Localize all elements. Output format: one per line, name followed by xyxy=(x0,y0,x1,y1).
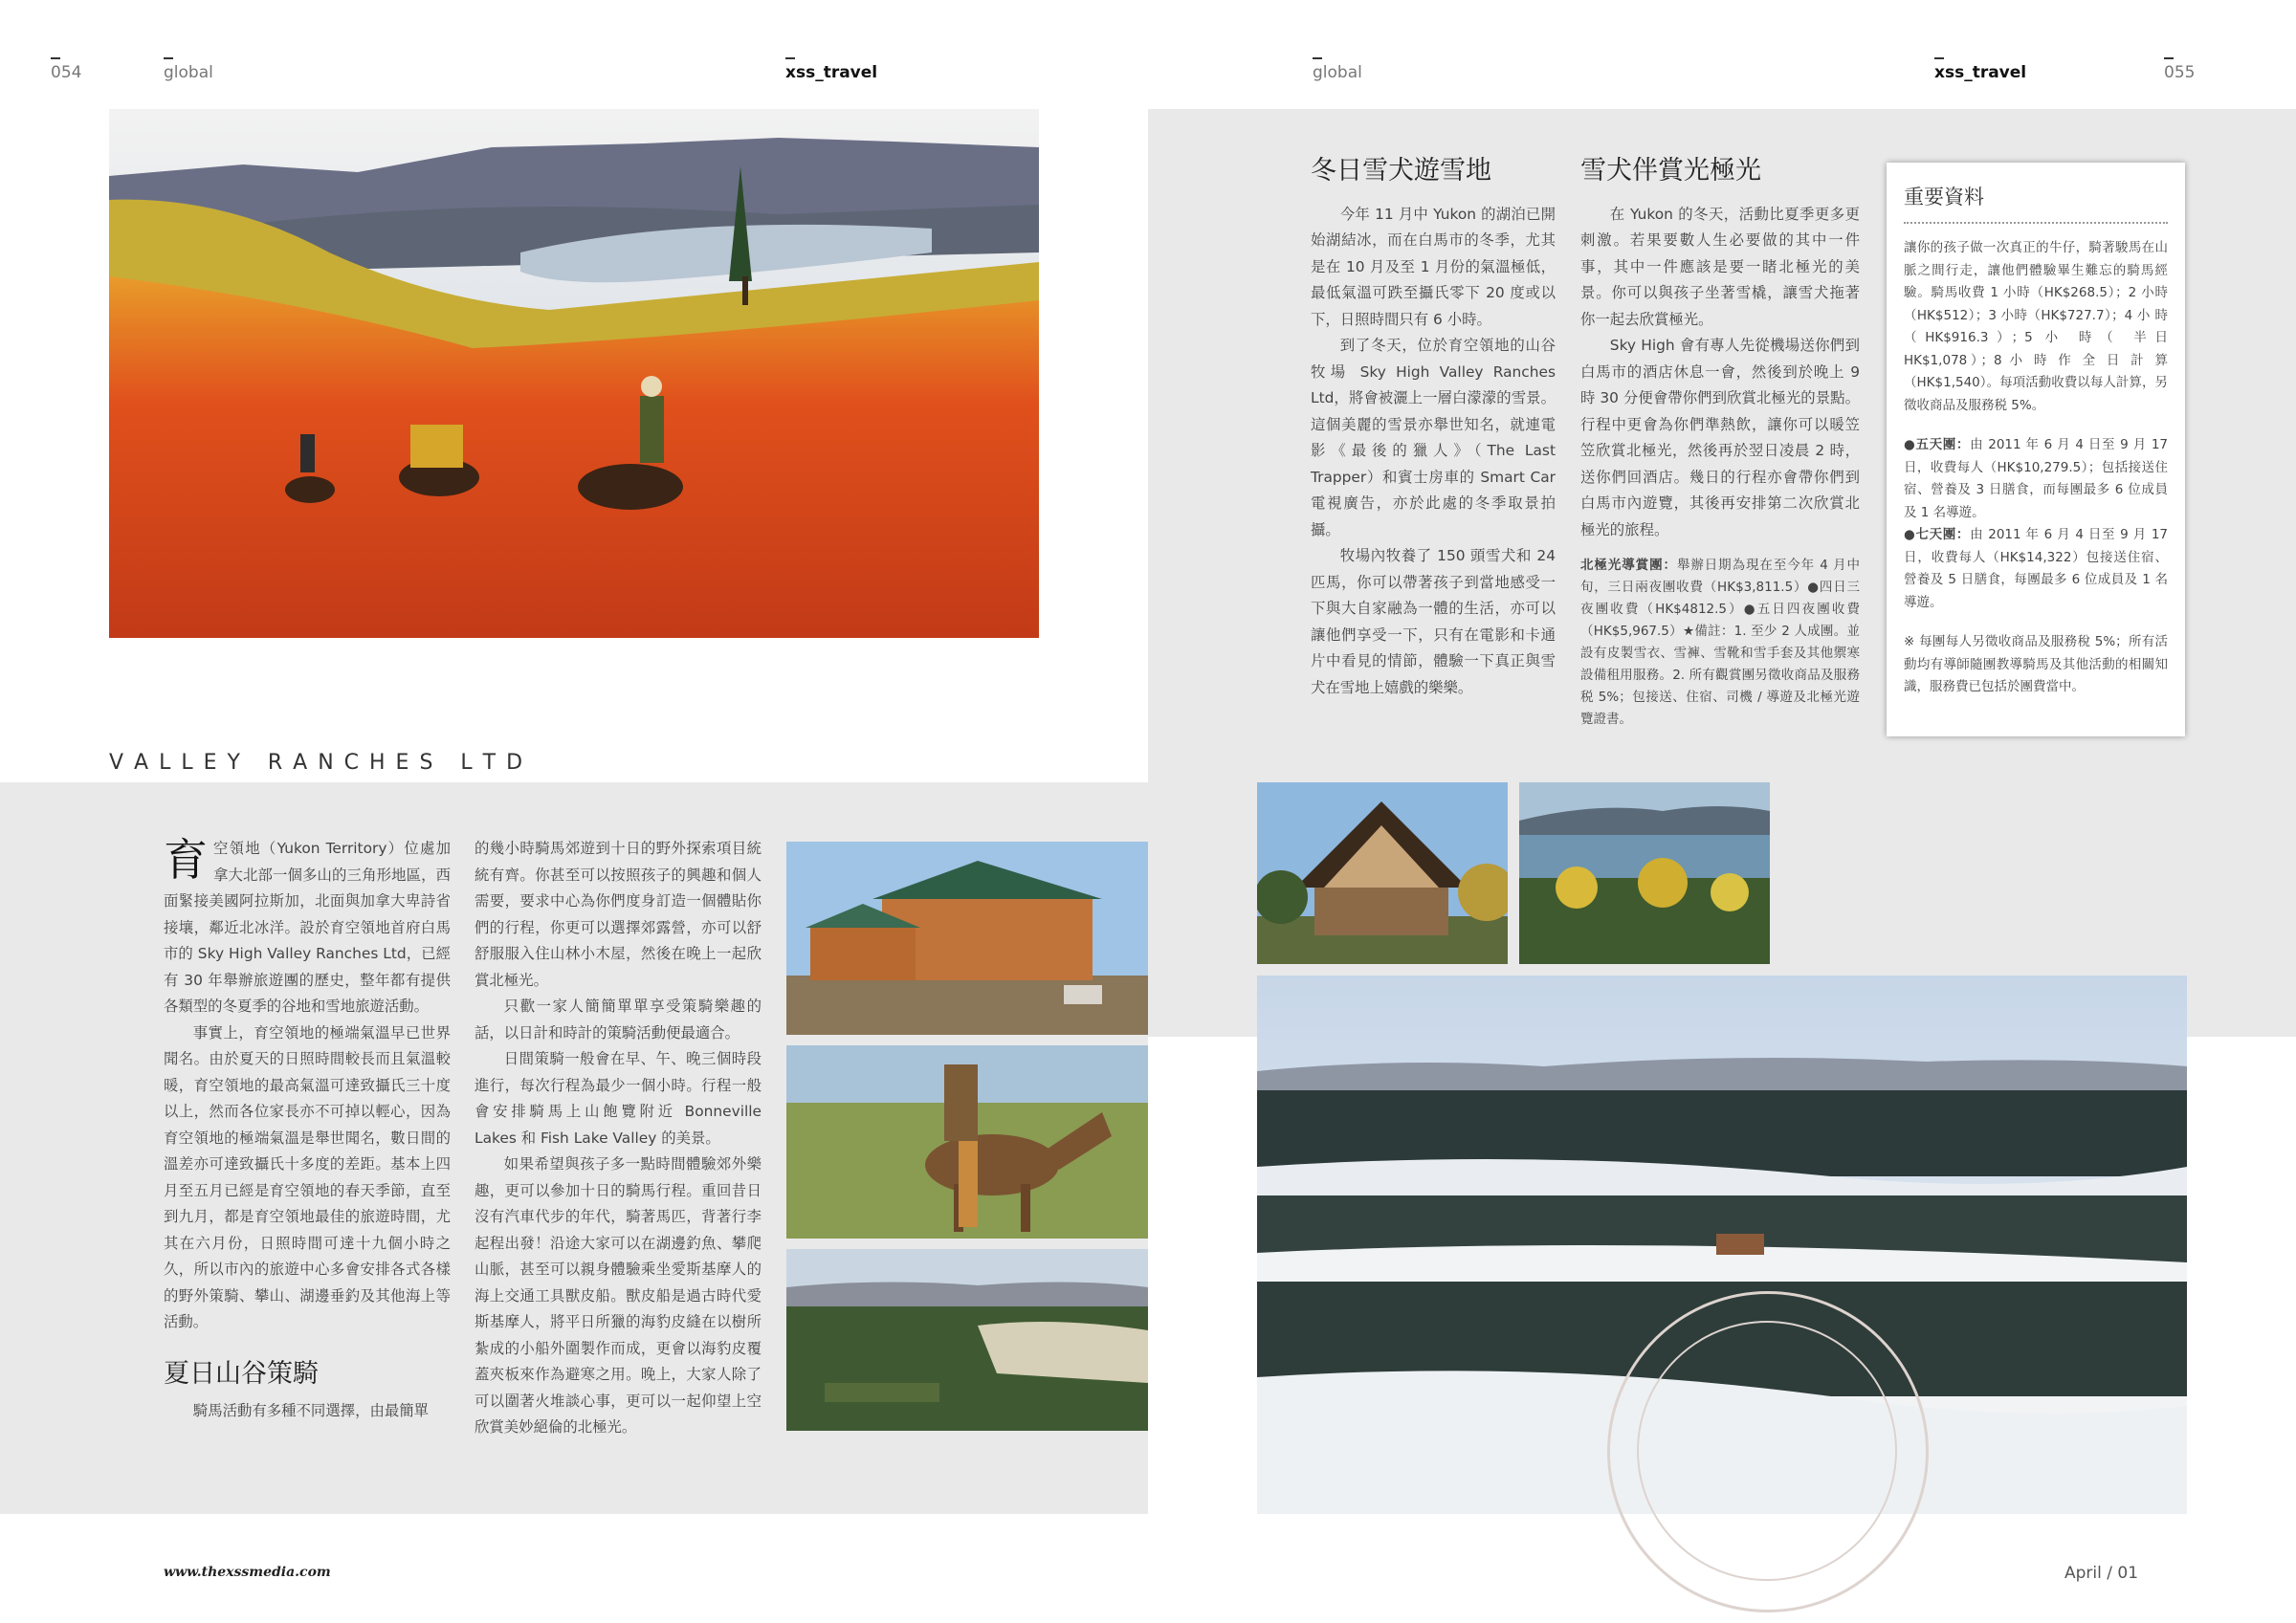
right-col1-paragraph-2: 到了冬天，位於育空領地的山谷牧場 Sky High Valley Ranches Ltd，將會被灑上一層白濛濛的雪景。這個美麗的雪景亦舉世知名，就連電影《最後的獵人》（The Last Trapper）和賓士房車的 Smart Car 電視廣告，亦於此處的冬季取景拍攝。 xyxy=(1311,337,1556,538)
summer-heading: 夏日山谷策騎 xyxy=(164,1358,319,1389)
left-col2-paragraph-3: 日間策騎一般會在早、午、晚三個時段進行，每次行程為最少一個小時。行程一般會安排騎馬上山飽覽附近 Bonneville Lakes 和 Fish Lake Valley 的美景。 xyxy=(475,1050,762,1147)
left-col1-paragraph-1: 空領地（Yukon Territory）位處加拿大北部一個多山的三角形地區，西面緊接美國阿拉斯加，北面與加拿大卑詩省接壤，鄰近北冰洋。設於育空領地首府白馬市的 Sky High Valley Ranches Ltd，已經有 30 年舉辦旅遊團的歷史，整年都有提供各類型的冬夏季的谷地和雪地旅遊活動。 xyxy=(164,840,451,1015)
left-magazine-label: xss_travel xyxy=(785,57,877,82)
stamp-inner-ring xyxy=(1637,1321,1897,1581)
forest-valley-photo xyxy=(786,1249,1148,1431)
winter-heading: 冬日雪犬遊雪地 xyxy=(1311,156,1491,186)
five-day-text: 由 2011 年 6 月 4 日至 9 月 17 日，收費每人（HK$10,279.5）；包括接送住宿、營養及 3 日膳食，而每團最多 6 位成員及 1 名導遊。 xyxy=(1904,437,2168,520)
rider-horse-photo xyxy=(786,1045,1148,1239)
right-column-1 xyxy=(1311,158,1556,701)
aurora-tour-text: 舉辦日期為現在至今年 4 月中旬，三日兩夜團收費（HK$3,811.5）●四日三夜團收費（HK$4812.5）●五日四夜團收費（HK$5,967.5）★備註：1. 至少 2 人成團。並設有皮製雪衣、雪褲、雪靴和雪手套及其他禦寒設備租用服務。2. 所有觀賞團另徵收商品及服務税 5%；包接送、住宿、司機 / 導遊及北極光遊覽證書。 xyxy=(1580,558,1861,727)
right-col2-paragraph-1: 在 Yukon 的冬天，活動比夏季更多更刺激。若果要數人生必要做的其中一件事，其中一件應該是要一睹北極光的美景。你可以與孩子坐著雪橇，讓雪犬拖著你一起去欣賞極光。 xyxy=(1580,205,1860,328)
info-box-divider xyxy=(1904,222,2168,224)
aurora-tour-note xyxy=(1580,555,1860,731)
left-col2-paragraph-2: 只歡一家人簡簡單單享受策騎樂趣的話，以日計和時計的策騎活動便最適合。 xyxy=(475,998,762,1042)
stamp-seal-icon xyxy=(1607,1291,1929,1612)
right-column-2 xyxy=(1580,158,1860,731)
issue-date: April / 01 xyxy=(2064,1564,2139,1583)
left-col1-paragraph-3: 騎馬活動有多種不同選擇，由最簡單 xyxy=(192,1402,430,1419)
right-col2-paragraph-2: Sky High 會有專人先從機場送你們到白馬市的酒店休息一會，然後到於晚上 9 時 30 分便會帶你們到欣賞北極光的景點。行程中更會為你們準熱飲，讓你可以暖笠笠欣賞北極光，然後再於翌日凌晨 2 時，送你們回酒店。幾日的行程亦會帶你們到白馬市內遊覽，其後再安排第二次欣賞北極光的旅程。 xyxy=(1580,337,1860,538)
right-page-number: 055 xyxy=(2164,57,2195,82)
website-footer[interactable]: www.thexssmedia.com xyxy=(164,1565,331,1580)
left-page-number: 054 xyxy=(51,57,81,82)
left-col2-paragraph-1: 的幾小時騎馬郊遊到十日的野外探索項目統統有齊。你甚至可以按照孩子的興趣和個人需要，要求中心為你們度身訂造一個體貼你們的行程，你更可以選擇郊露營，亦可以舒舒服服入住山林小木屋，然後在晚上一起欣賞北極光。 xyxy=(475,840,762,989)
right-col1-paragraph-3: 牧場內牧養了 150 頭雪犬和 24 匹馬，你可以帶著孩子到當地感受一下與大自家融為一體的生活，亦可以讓他們享受一下，只有在電影和卡通片中看見的情節，體驗一下真正與雪犬在雪地上嬉戲的樂樂。 xyxy=(1311,547,1556,696)
aurora-tour-label: 北極光導賞團： xyxy=(1580,558,1677,573)
important-info-box xyxy=(1887,163,2185,736)
autumn-riders-photo xyxy=(109,109,1039,638)
aurora-heading: 雪犬伴賞光極光 xyxy=(1580,156,1761,186)
left-section-label: global xyxy=(164,57,213,82)
left-column-1 xyxy=(164,836,451,1425)
dropcap: 育 xyxy=(164,834,208,886)
info-box-title: 重要資料 xyxy=(1904,186,1984,208)
left-column-2 xyxy=(475,836,762,1441)
right-section-label: global xyxy=(1313,57,1362,82)
cabin-photo xyxy=(1257,782,1508,964)
lake-photo xyxy=(1519,782,1770,964)
log-lodge-photo xyxy=(786,842,1148,1035)
spaced-title: V A L L E Y R A N C H E S L T D xyxy=(109,751,525,775)
seven-day-text: 由 2011 年 6 月 4 日至 9 月 17 日，收費每人（HK$14,322）包接送住宿、營養及 5 日膳食，每團最多 6 位成員及 1 名導遊。 xyxy=(1904,527,2168,610)
right-magazine-label: xss_travel xyxy=(1934,57,2026,82)
left-col2-paragraph-4: 如果希望與孩子多一點時間體驗郊外樂趣，更可以參加十日的騎馬行程。重回昔日沒有汽車代步的年代，騎著馬匹，背著行李起程出發！沿途大家可以在湖邊釣魚、攀爬山脈，甚至可以親身體驗乘坐愛斯基摩人的海上交通工具獸皮船。獸皮船是過古時代愛斯基摩人，將平日所獵的海豹皮縫在以樹所紮成的小船外圍製作而成，更會以海豹皮覆蓋夾板來作為避寒之用。晚上，大家人除了可以圍著火堆談心事，更可以一起仰望上空欣賞美妙絕倫的北極光。 xyxy=(475,1155,762,1436)
info-box-paragraph-1: 讓你的孩子做一次真正的牛仔，騎著駿馬在山脈之間行走，讓他們體驗畢生難忘的騎馬經驗。騎馬收費 1 小時（HK$268.5）；2 小時（HK$512）；3 小時（HK$727.7）；4 小 時（HK$916.3）；5 小 時（ 半日 HK$1,078）；8 小 時 作 全 日 計 算（HK$1,540）。每項活動收費以每人計算，另徵收商品及服務税 5%。 xyxy=(1904,240,2168,413)
info-box-body xyxy=(1887,237,2185,699)
info-box-footnote: ※ 每團每人另徵收商品及服務稅 5%；所有活動均有導師隨團教導騎馬及其他活動的相關知識，服務費已包括於團費當中。 xyxy=(1904,634,2168,694)
seven-day-label: ●七天團： xyxy=(1904,527,1971,542)
right-col1-paragraph-1: 今年 11 月中 Yukon 的湖泊已開始湖結冰，而在白馬市的冬季，尤其是在 10 月及至 1 月份的氣溫極低，最低氣溫可跌至攝氏零下 20 度或以下，日照時間只有 6 小時。 xyxy=(1311,205,1556,328)
left-col1-paragraph-2: 事實上，育空領地的極端氣溫早已世界聞名。由於夏天的日照時間較長而且氣溫較暖，育空領地的最高氣溫可達致攝氏三十度以上，然而各位家長亦不可掉以輕心，因為育空領地的極端氣溫是舉世聞名，數日間的溫差亦可達致攝氏十多度的差距。基本上四月至五月已經是育空領地的春天季節，直至到九月，都是育空領地最佳的旅遊時間，尤其在六月份，日照時間可達十九個小時之久，所以市內的旅遊中心多會安排各式各樣的野外策騎、攀山、湖邊垂釣及其他海上等活動。 xyxy=(164,1023,451,1330)
five-day-label: ●五天團： xyxy=(1904,437,1971,452)
